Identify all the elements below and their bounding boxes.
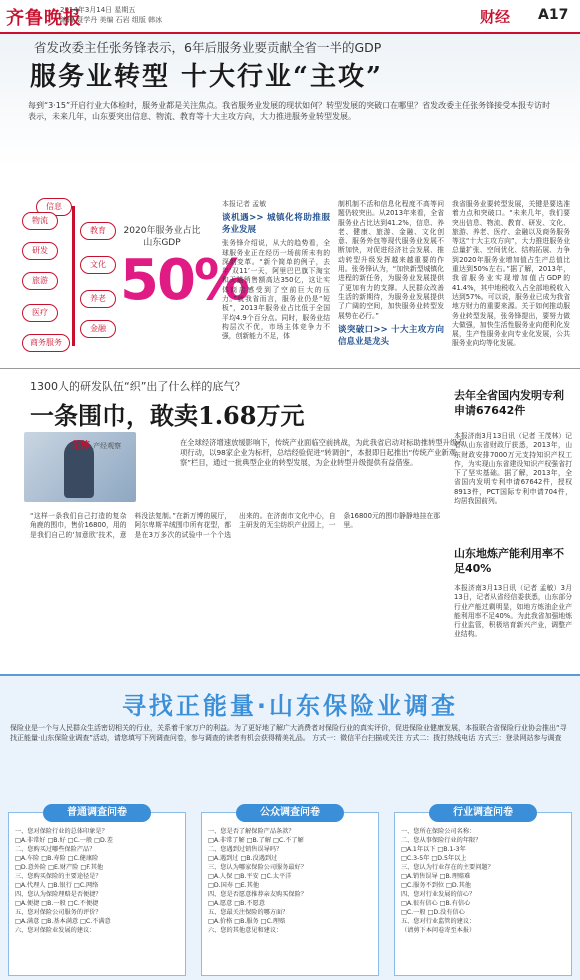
column-tag-sub: 产经观察 xyxy=(93,442,122,450)
page-number: A17 xyxy=(538,7,569,23)
survey-panel-industry xyxy=(394,807,572,976)
subhead-opportunity: 谈机遇>> 城镇化将助推服务业发展 xyxy=(222,213,330,236)
question-line: 四、您是否愿意推荐亲友购买保险？ xyxy=(208,891,307,898)
petal-label: 医疗 xyxy=(22,304,58,322)
question-line: 六、您的其他意见和建议： xyxy=(208,927,283,934)
petal-label: 商务服务 xyxy=(22,334,70,352)
survey-panel-general xyxy=(8,807,186,976)
column-text: “这样一条我们自己打造的复杂角鹿的围巾，售价16800，用的是我们自己的‘加意欧’技术，意料没法复制。”在新万博的展厅，阿尔卑斯羊绒围巾所有花型，都是在3万多次的试验中一个个选出来的。在济南市文化中心，自主研发的无尘纺织产业园上，一条16800元的围巾静静地挂在那里。 xyxy=(30,512,440,539)
question-line: 三、您认为哪家保险公司服务最好？ xyxy=(208,864,307,871)
column-text: 制机制不活和信息化程度不高等问题仍较突出。从2013年来看，全省服务业占比达到41.2%，信息、养老、健康、旅游、金融、文化创意、服务外包等现代服务业发展不断加快，对促进经济社会发展、推动转型升级发挥越来越重要的作用。张务锋认为，“加快新型城镇化进程的新任务，为服务业发展提供了更加有力的支撑。人民群众改善生活的新期待，为服务业发展提供了广阔的空间，加快服务业转型发展势在必行。” xyxy=(338,200,444,320)
column-tag xyxy=(72,438,121,451)
question-line[interactable]: □C.3-5年 □D.5年以上 xyxy=(401,855,467,862)
petal-label: 文化 xyxy=(80,256,116,274)
masthead-meta xyxy=(60,5,162,25)
masthead xyxy=(0,0,580,34)
panel-questions xyxy=(401,827,567,935)
petal-label: 研发 xyxy=(22,242,58,260)
question-line[interactable]: □A.很有信心 □B.有信心 xyxy=(401,900,471,907)
question-line: 二、您从事保险行业的年限？ xyxy=(401,837,482,844)
stat-value: 50% xyxy=(120,248,249,313)
masthead-date: 2014年3月14日 星期五 xyxy=(60,6,136,14)
article-column-3 xyxy=(452,200,570,360)
question-line: 一、您是否了解保险产品条款？ xyxy=(208,828,295,835)
panel-questions xyxy=(15,827,181,935)
column-text: 我省服务业要转型发展，关键是要选准着力点和突破口。“未来几年，我们要突出信息、物流、教育、研发、文化、旅游、养老、医疗、金融以及商务服务等这“十大主攻方向”，大力推进服务业总量扩张、空间优化、结构拓展、力争到2020年服务业增加值占生产总值比重达到50%左右。”据了解，2013年，我省服务业实现增加值占GDP的41.4%，其中地税收入占全部地税收入达到57%。可以说，服务业已成为我省地方财力的重要来源。关于如何推动服务业转型发展，张务锋提出，要努力做大做强，加快生活性服务业向便利化发展，生产性服务业向专业化发展，公共服务业向均等化发展。 xyxy=(452,200,570,348)
question-line: 二、您购买过哪些保险产品？ xyxy=(15,846,96,853)
sidebar-headline-patents: 去年全省国内发明专利申请67642件 xyxy=(454,389,564,417)
survey-panel-public xyxy=(201,807,379,976)
question-line[interactable]: □A.愿意 □B.不愿意 xyxy=(208,900,265,907)
lead-summary: 每到“3·15”开启行业大体检时，服务业都是关注焦点。我省服务业发展的现状如何？转型发展的突破口在哪里？省发改委主任张务锋接受本报专访时表示，未来几年，山东要突出信息、物流、教育等十大主攻方向，大力推进服务业转型发展。 xyxy=(28,101,551,121)
sidebar-body-refinery xyxy=(454,584,572,668)
question-line[interactable]: □A.非常好 □B.好 □C.一般 □D.差 xyxy=(15,837,113,844)
section-label: 财经 xyxy=(480,8,511,26)
question-line: 五、您最关注保险的哪方面？ xyxy=(208,909,289,916)
question-line[interactable]: □A.遇到过 □B.没遇到过 xyxy=(208,855,278,862)
question-line: 四、您认为保险理赔是否便捷？ xyxy=(15,891,102,898)
newspaper-logo: 齐鲁晚报 xyxy=(6,8,82,29)
question-line: 三、您认为行业存在的主要问题？ xyxy=(401,864,494,871)
sidebar-body-patents xyxy=(454,432,572,542)
panel-title: 行业调查问卷 xyxy=(429,804,537,822)
petal-label: 物流 xyxy=(22,212,58,230)
question-line[interactable]: □D.国寿 □E.其他 xyxy=(208,882,260,889)
petal-label: 金融 xyxy=(80,320,116,338)
question-line: （请剪下本问卷寄至本报） xyxy=(401,927,476,934)
question-line[interactable]: □A.价格 □B.服务 □C.理赔 xyxy=(208,918,286,925)
subhead-breakthrough: 谈突破口>> 十大主攻方向 信息业是龙头 xyxy=(338,324,444,347)
question-line: 二、您遇到过销售误导吗？ xyxy=(208,846,283,853)
masthead-editors: 编辑 聂学丹 美编 石岩 组版 韩冰 xyxy=(60,16,163,24)
industry-flower-graphic xyxy=(28,198,124,350)
lead-headline: 服务业转型 十大行业“主攻” xyxy=(30,62,383,92)
sidebar-headline-refinery: 山东地炼产能利用率不足40% xyxy=(454,547,564,575)
column-text: 本报济南3月13日讯（记者 孟敏）3月13日，记者从省经信委获悉，山东部分行业产能过剩明显，如地方炼油企业产能利用率不足40%。为此我省加强地炼行业监管，积极培育新兴产业，调整产业结构。 xyxy=(454,584,572,639)
story2-body xyxy=(30,512,440,668)
section-divider xyxy=(0,368,580,369)
question-line[interactable]: □A.销售误导 □B.理赔难 xyxy=(401,873,471,880)
question-line: 一、您所在保险公司名称： xyxy=(401,828,476,835)
question-line[interactable]: □A.便捷 □B.一般 □C.不便捷 xyxy=(15,900,99,907)
question-line[interactable]: □A.代理人 □B.银行 □C.网络 xyxy=(15,882,99,889)
lead-kicker: 省发改委主任张务锋表示，6年后服务业要贡献全省一半的GDP xyxy=(34,40,382,55)
column-text: 张务锋介绍说，从大的趋势看，全球服务业正在经历一场前所未有的深刻变革。“新个简单的例子，去年‘双11’一天，阿里巴巴旗下淘宝和天猫销售额高达350亿，这让实体商店感受到了空前巨大的压力。”就我省而言，服务业仍是“短板”，2013年服务业占比低于全国平均4.9个百分点。同时，服务业结构层次不优，市场主体竞争力不强，创新能力不足，体 xyxy=(222,239,330,341)
article-column-2 xyxy=(338,200,444,360)
survey-advert xyxy=(0,674,580,980)
stat-caption: 2020年服务业占比山东GDP xyxy=(123,226,201,248)
question-line: 六、您对保险业发展的建议： xyxy=(15,927,96,934)
survey-title: 寻找正能量·山东保险业调查 xyxy=(121,692,459,720)
petal-label: 养老 xyxy=(80,290,116,308)
byline: 本报记者 孟敏 xyxy=(222,200,267,208)
panel-title: 普通调查问卷 xyxy=(43,804,151,822)
question-line: 三、您购买保险的主要途径是？ xyxy=(15,873,102,880)
question-line: 一、您对保险行业的总体印象是？ xyxy=(15,828,108,835)
question-line[interactable]: □A.满意 □B.基本满意 □C.不满意 xyxy=(15,918,111,925)
question-line[interactable]: □C.一般 □D.没有信心 xyxy=(401,909,465,916)
story2-kicker: 1300人的研发队伍“织”出了什么样的底气？ xyxy=(30,380,246,393)
question-line[interactable]: □A.1年以下 □B.1-3年 xyxy=(401,846,466,853)
survey-intro: 保险业是一个与人民群众生活密切相关的行业，关系着千家万户的利益。为了更好地了解广大消费者对保险行业的真实评价，促进保险业健康发展，本报联合省保险行业协会推出“寻找正能量·山东保险业调查”活动，请您填写下列调查问卷，参与调查的读者有机会获得精美礼品。 方式一：微信平台扫描或关注 方式二：拨打热线电话 方式三：登录网站参与调查 xyxy=(10,724,567,742)
petal-label: 旅游 xyxy=(22,272,58,290)
story2-lead: 在全球经济增速放缓影响下，传统产业面临空前挑战，为此我省启动对标助推转型升级专项行动，以98家企业为标杆，总结经验促进“转调创”，本报即日起推出“传统产业新观察”栏目，通过一批典型企业的转型发展，为企业转型升级提供有益借鉴。 xyxy=(180,438,465,467)
question-line[interactable]: □A.人保 □B.平安 □C.太平洋 xyxy=(208,873,292,880)
panel-questions xyxy=(208,827,374,935)
question-line[interactable]: □A.非常了解 □B.了解 □C.不了解 xyxy=(208,837,304,844)
petal-label: 信息 xyxy=(36,198,72,216)
panel-title: 公众调查问卷 xyxy=(236,804,344,822)
flower-stem xyxy=(72,206,75,346)
story2-headline: 一条围巾，敢卖1.68万元 xyxy=(30,401,305,430)
column-tag-name: 绍栋 xyxy=(72,441,91,451)
article-column-1 xyxy=(222,200,330,360)
petal-label: 教育 xyxy=(80,222,116,240)
question-line[interactable]: □C.服务不到位 □D.其他 xyxy=(401,882,471,889)
question-line: 五、您对行业监管的建议： xyxy=(401,918,476,925)
question-line[interactable]: □A.车险 □B.寿险 □C.健康险 xyxy=(15,855,99,862)
question-line: 五、您对保险公司服务的评价？ xyxy=(15,909,102,916)
question-line[interactable]: □D.意外险 □E.财产险 □F.其他 xyxy=(15,864,104,871)
question-line: 四、您对行业发展的信心？ xyxy=(401,891,476,898)
column-text: 本报济南3月13日讯（记者 王茂林）记者从山东省财政厅获悉，2013年，山东财政安排7000万元支持知识产权工作，为实现山东省建设知识产权强省打下了坚实基础。据了解，2013年，全省国内发明专利申请67642件，授权8913件，PCT国际专利申请704件，均居我国前列。 xyxy=(454,432,572,506)
